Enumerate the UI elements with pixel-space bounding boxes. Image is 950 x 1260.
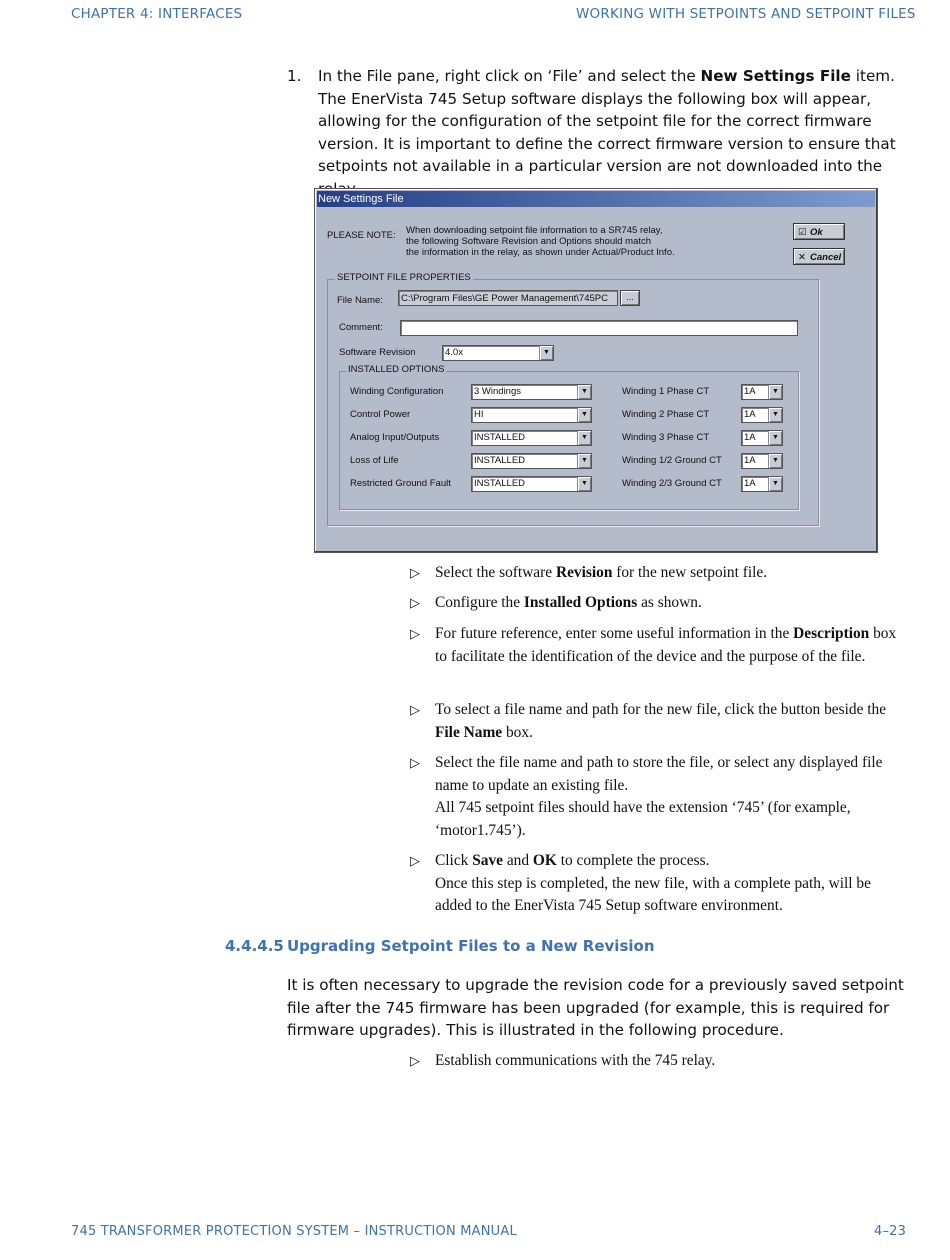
option-value: INSTALLED: [474, 432, 526, 443]
chevron-down-icon[interactable]: ▼: [577, 477, 591, 491]
list-item-text: to complete the process.: [556, 852, 710, 869]
ok-button[interactable]: [793, 223, 845, 240]
chevron-down-icon[interactable]: ▼: [768, 385, 782, 399]
step-text-after: item. The EnerVista 745 Setup software displays the following box will appear, allowing for the configuration of the setpoint file for the correct firmware version. It is important to define the correct firmware version to ensure that setpoints not available in a particular version are not downloaded into the: [318, 67, 896, 175]
chevron-down-icon[interactable]: ▼: [577, 431, 591, 445]
file-name-field[interactable]: C:\Program Files\GE Power Management\745PC: [398, 290, 618, 306]
chevron-down-icon[interactable]: ▼: [768, 477, 782, 491]
software-revision-select[interactable]: [442, 345, 554, 361]
list-item-text: Configure the: [435, 594, 524, 611]
option-label: Winding 2/3 Ground CT: [622, 478, 722, 489]
new-settings-file-dialog: [314, 188, 878, 553]
option-label: Restricted Ground Fault: [350, 478, 451, 489]
list-item-bold: Revision: [555, 564, 613, 581]
chapter-header: CHAPTER 4: INTERFACES: [71, 6, 243, 22]
option-select[interactable]: [471, 430, 592, 446]
list-item-note: Once this step is completed, the new file, with a complete path, will be added to the EnerVista 745 Setup software environment.: [435, 874, 871, 914]
option-select[interactable]: [471, 476, 592, 492]
option-select[interactable]: [741, 453, 783, 469]
option-value: INSTALLED: [474, 455, 526, 466]
triangle-bullet-icon: ▷: [410, 565, 420, 580]
software-revision-label: Software Revision: [339, 347, 416, 358]
option-label: Winding 1/2 Ground CT: [622, 455, 722, 466]
option-select[interactable]: [741, 430, 783, 446]
triangle-bullet-icon: ▷: [410, 595, 420, 610]
triangle-bullet-icon: ▷: [410, 702, 420, 717]
list-item-bold: Save: [472, 852, 503, 869]
list-item-text: for the new setpoint file.: [612, 564, 768, 581]
group-title: SETPOINT FILE PROPERTIES: [337, 272, 471, 283]
note-text: [406, 225, 675, 258]
list-item-text: box to facilitate the identification of the device and the purpose of the file.: [435, 625, 897, 665]
list-item-bold: Installed Options: [523, 594, 638, 611]
option-value: HI: [474, 409, 484, 420]
cancel-label: Cancel: [810, 252, 842, 263]
option-value: 3 Windings: [474, 386, 521, 397]
check-icon: ☑: [798, 227, 807, 238]
option-select[interactable]: [471, 407, 592, 423]
chevron-down-icon[interactable]: ▼: [577, 408, 591, 422]
option-value: 1A: [744, 455, 756, 466]
step-number: 1.: [287, 67, 302, 85]
note-line: the following Software Revision and Options should match: [406, 236, 652, 247]
option-select[interactable]: [741, 384, 783, 400]
option-label: Winding Configuration: [350, 386, 444, 397]
option-label: Control Power: [350, 409, 411, 420]
chevron-down-icon[interactable]: ▼: [768, 408, 782, 422]
list-item-text: Establish communications with the 745 relay.: [435, 1052, 716, 1069]
list-item-text: Select the file name and path to store the file, or select any displayed file name to update an existing file.: [435, 754, 883, 794]
list-item-bold: File Name: [435, 723, 503, 741]
installed-options-title: INSTALLED OPTIONS: [348, 364, 445, 375]
ok-label: Ok: [810, 227, 823, 238]
option-label: Winding 3 Phase CT: [622, 432, 710, 443]
page-number: 4–23: [874, 1224, 907, 1239]
please-note-label: PLEASE NOTE:: [327, 230, 396, 241]
step-text-before: In the File pane, right click on ‘File’ and select the: [318, 67, 701, 85]
option-select[interactable]: [741, 407, 783, 423]
browse-button[interactable]: ...: [620, 290, 640, 306]
chevron-down-icon[interactable]: ▼: [539, 346, 553, 360]
step-text: [318, 65, 908, 200]
software-revision-value: 4.0x: [445, 347, 463, 358]
cancel-button[interactable]: [793, 248, 845, 265]
section-header: WORKING WITH SETPOINTS AND SETPOINT FILES: [576, 6, 916, 22]
comment-label: Comment:: [339, 322, 383, 333]
option-value: 1A: [744, 432, 756, 443]
footer-title: 745 TRANSFORMER PROTECTION SYSTEM – INSTRUCTION MANUAL: [71, 1224, 517, 1239]
option-value: INSTALLED: [474, 478, 526, 489]
section-number: 4.4.4.5: [225, 937, 284, 955]
option-select[interactable]: [471, 384, 592, 400]
chevron-down-icon[interactable]: ▼: [768, 454, 782, 468]
close-icon: ✕: [798, 252, 806, 263]
dialog-title: New Settings File: [317, 191, 875, 207]
list-item-bold: Description: [793, 625, 870, 642]
list-item-text: For future reference, enter some useful information in the: [435, 625, 794, 642]
list-item-text: Click: [435, 852, 473, 869]
chevron-down-icon[interactable]: ▼: [577, 385, 591, 399]
chevron-down-icon[interactable]: ▼: [768, 431, 782, 445]
list-item-text: Select the software: [435, 564, 556, 581]
option-value: 1A: [744, 478, 756, 489]
triangle-bullet-icon: ▷: [410, 626, 420, 641]
comment-field[interactable]: [400, 320, 798, 336]
triangle-bullet-icon: ▷: [410, 1053, 420, 1068]
option-select[interactable]: [471, 453, 592, 469]
option-label: Analog Input/Outputs: [350, 432, 440, 443]
option-value: 1A: [744, 386, 756, 397]
list-item-note: All 745 setpoint files should have the extension ‘745’ (for example, ‘motor1.745’).: [435, 799, 851, 839]
triangle-bullet-icon: ▷: [410, 853, 420, 868]
list-item-text: and: [503, 852, 533, 869]
list-item-bold: OK: [532, 852, 557, 869]
option-value: 1A: [744, 409, 756, 420]
chevron-down-icon[interactable]: ▼: [577, 454, 591, 468]
note-line: When downloading setpoint file information to a SR745 relay,: [406, 225, 663, 236]
triangle-bullet-icon: ▷: [410, 755, 420, 770]
option-label: Winding 2 Phase CT: [622, 409, 710, 420]
step-text-bold: New Settings File: [700, 67, 851, 85]
list-item-text: as shown.: [637, 594, 702, 611]
body-paragraph: It is often necessary to upgrade the revision code for a previously saved setpoint file after the 745 firmware has been upgraded (for example, this is required for firmware upgrades). This is illustrated in the following procedure.: [287, 976, 904, 1039]
file-name-label: File Name:: [337, 295, 383, 306]
option-select[interactable]: [741, 476, 783, 492]
section-title: Upgrading Setpoint Files to a New Revision: [287, 937, 655, 955]
option-label: Loss of Life: [350, 455, 399, 466]
option-label: Winding 1 Phase CT: [622, 386, 710, 397]
note-line: the information in the relay, as shown under Actual/Product Info.: [406, 247, 675, 258]
list-item-text: To select a file name and path for the new file, click the button beside the: [435, 701, 887, 718]
list-item-text: box.: [502, 723, 533, 741]
